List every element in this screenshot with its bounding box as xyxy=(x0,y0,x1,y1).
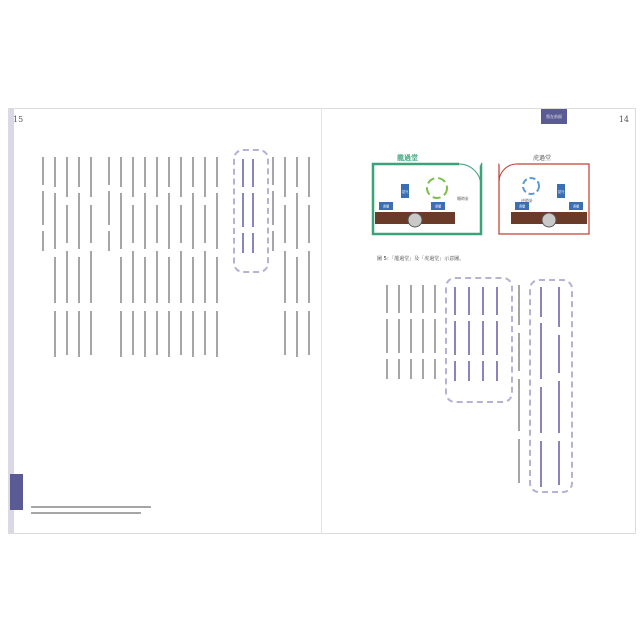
body-text-column xyxy=(409,285,414,385)
left-page-number: 15 xyxy=(13,115,24,124)
page-gutter xyxy=(321,109,322,533)
callout-box xyxy=(445,277,513,403)
tiger-rotation-circle xyxy=(523,178,539,194)
body-text-column xyxy=(421,285,426,385)
body-text-column xyxy=(89,157,94,357)
left-page-footer xyxy=(31,502,171,518)
dragon-tiger-diagram xyxy=(371,152,591,252)
dragon-rotation-circle xyxy=(427,178,447,198)
callout-text-column xyxy=(241,159,246,259)
callout-box xyxy=(529,279,573,493)
dragon-room xyxy=(373,153,481,234)
body-text-column xyxy=(155,157,160,357)
dragon-person xyxy=(408,213,422,227)
tiger-person xyxy=(542,213,556,227)
body-text-column xyxy=(203,157,208,357)
tiger-rotation-label: 逆時針 xyxy=(521,198,533,203)
body-text-column xyxy=(119,157,124,357)
book-spread xyxy=(8,108,636,534)
body-text-column xyxy=(107,157,112,257)
body-text-column xyxy=(517,285,522,485)
dragon-title: 龍過堂 xyxy=(397,154,418,162)
callout-text-column xyxy=(453,287,458,387)
tiger-box-mid-label: 屋外 xyxy=(557,190,565,194)
callout-text-column xyxy=(557,287,562,487)
body-text-column xyxy=(433,285,438,385)
body-text-column xyxy=(191,157,196,357)
dragon-rotation-label: 順時針 xyxy=(457,196,469,201)
body-text-column xyxy=(295,157,300,357)
body-text-column xyxy=(131,157,136,357)
dragon-box-left-label: 書櫃 xyxy=(382,204,390,209)
left-side-tab xyxy=(10,474,23,510)
body-text-column xyxy=(385,285,390,385)
body-text-column xyxy=(283,157,288,357)
body-text-column xyxy=(143,157,148,357)
body-text-column xyxy=(179,157,184,357)
callout-text-column xyxy=(539,287,544,487)
body-text-column xyxy=(271,157,276,257)
tiger-box-right-label: 書櫃 xyxy=(572,204,580,209)
right-page-number: 14 xyxy=(618,115,629,124)
body-text-column xyxy=(53,157,58,357)
dragon-box-right-label: 書櫃 xyxy=(434,204,442,209)
callout-text-column xyxy=(495,287,500,387)
tiger-room xyxy=(499,154,589,234)
header-tab: 寫在前面 xyxy=(541,109,567,124)
tiger-title: 虎過堂 xyxy=(533,155,552,162)
callout-box xyxy=(233,149,269,273)
callout-text-column xyxy=(251,159,256,259)
tiger-box-left-label: 書櫃 xyxy=(518,204,526,209)
dragon-box-mid-label: 屋外 xyxy=(401,190,409,194)
callout-text-column xyxy=(467,287,472,387)
dragon-door-swing xyxy=(459,164,481,186)
callout-text-column xyxy=(481,287,486,387)
left-page-edge-stripe xyxy=(9,109,14,533)
body-text-column xyxy=(307,157,312,357)
body-text-column xyxy=(41,157,46,257)
body-text-column xyxy=(65,157,70,357)
body-text-column xyxy=(167,157,172,357)
body-text-column xyxy=(77,157,82,357)
body-text-column xyxy=(215,157,220,357)
body-text-column xyxy=(397,285,402,385)
tiger-door-swing xyxy=(499,164,517,182)
figure-caption: 圖 5：「龍過堂」及「虎過堂」示意圖。 xyxy=(377,256,465,262)
